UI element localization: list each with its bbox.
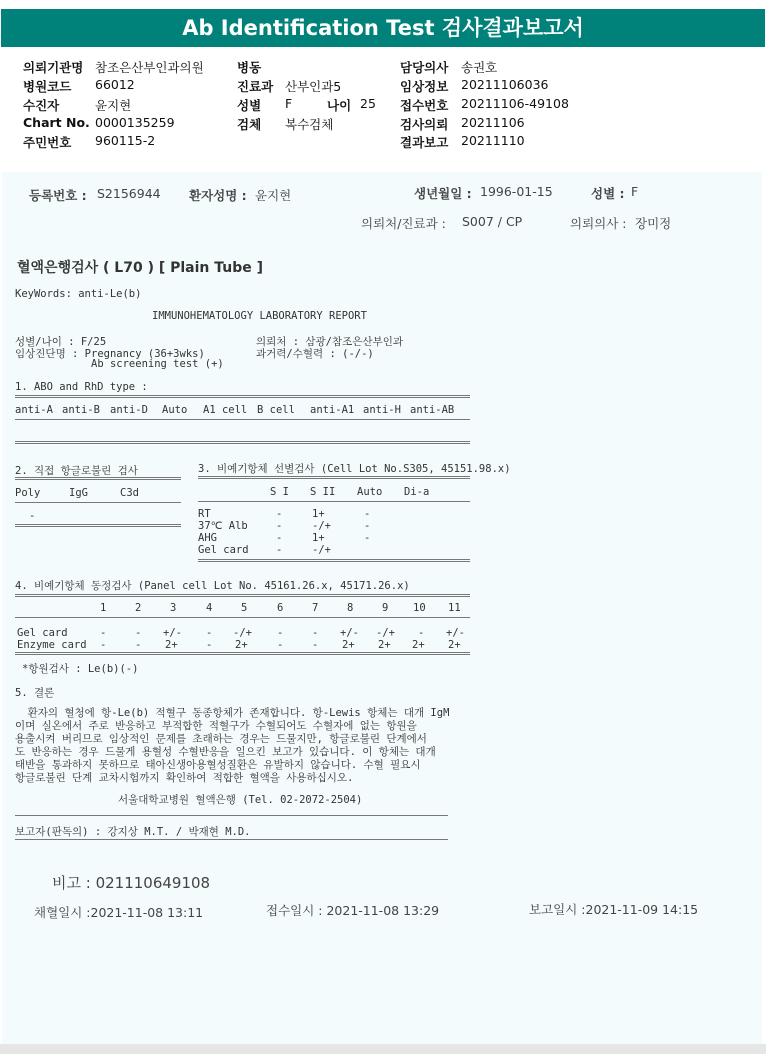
age-label: 나이 (327, 98, 352, 113)
panel-cell: 2+ (342, 639, 355, 651)
panel-cell: 2+ (448, 639, 461, 651)
screen-s1: - (276, 544, 283, 556)
doctor-value: 송권호 (461, 60, 498, 75)
reg-label: 등록번호 : (29, 188, 87, 203)
referral: 의뢰처 : 삼광/참조은산부인과 (256, 336, 404, 348)
request-label: 검사의뢰 (400, 117, 449, 132)
received-time: 접수일시 : 2021-11-08 13:29 (266, 903, 440, 918)
panel-cell: +/- (340, 627, 359, 639)
ward-label: 병동 (237, 60, 262, 75)
panel-cell: - (312, 627, 319, 639)
resident-no-label: 주민번호 (23, 135, 72, 150)
divider (15, 594, 470, 597)
panel-header: 6 (277, 602, 284, 614)
panel-cell: +/- (163, 627, 182, 639)
reg-value: S2156944 (97, 186, 161, 201)
department-label: 진료과 (237, 79, 274, 94)
name-label: 환자성명 : (189, 188, 247, 203)
report-title: Ab Identification Test 검사결과보고서 (1, 9, 765, 47)
divider (15, 815, 448, 816)
institution-value: 참조은산부인과의원 (95, 60, 204, 75)
report-header (0, 0, 766, 58)
divider (15, 617, 470, 618)
dat-header: C3d (120, 487, 139, 499)
reporter: 보고자(판독의) : 강지상 M.T. / 박재현 M.D. (15, 826, 251, 838)
conclusion-line: 환자의 혈청에 항-Le(b) 적혈구 동종항체가 존재합니다. 항-Lewis 항체는 대개 IgM (15, 707, 450, 719)
panel-cell: 2+ (378, 639, 391, 651)
remark: 비고 : 021110649108 (52, 874, 211, 892)
screen-phase: AHG (198, 532, 217, 544)
abo-header: anti-A (15, 404, 53, 416)
divider (15, 441, 470, 444)
clinical-dx2: Ab screening test (+) (91, 358, 224, 370)
bottom-bar (0, 1044, 766, 1054)
panel-cell: - (418, 627, 425, 639)
panel-cell: -/+ (233, 627, 252, 639)
report-date-label: 결과보고 (400, 135, 449, 150)
panel-cell: 2+ (235, 639, 248, 651)
hospital-contact: 서울대학교병원 혈액은행 (Tel. 02-2072-2504) (118, 794, 363, 806)
divider (198, 501, 470, 502)
panel-cell: - (277, 639, 284, 651)
panel-cell: -/+ (376, 627, 395, 639)
screen-phase: RT (198, 508, 211, 520)
reported-time: 보고일시 :2021-11-09 14:15 (529, 902, 699, 917)
abo-header: anti-AB (410, 404, 455, 416)
screen-s1: - (276, 508, 283, 520)
sec2-title: 2. 직접 항글로불린 검사 (15, 465, 138, 477)
conclusion-line: 태반을 통과하지 못하므로 태아신생아용혈성질환은 유발하지 않습니다. 수혈 필요시 (15, 759, 421, 771)
panel-cell: - (100, 639, 107, 651)
sex-value: F (285, 96, 293, 111)
screen-header: Di-a (404, 486, 430, 498)
report-heading: IMMUNOHEMATOLOGY LABORATORY REPORT (152, 310, 367, 322)
specimen-value: 복수검체 (285, 117, 334, 132)
sec1-title: 1. ABO and RhD type : (15, 381, 148, 393)
divider (15, 652, 470, 655)
sec4-title: 4. 비예기항체 동정검사 (Panel cell Lot No. 45161.26.x, 45171.26.x) (15, 580, 410, 592)
department-value: 산부인과5 (285, 79, 342, 94)
panel-header: 4 (206, 602, 213, 614)
name-value: 윤지현 (255, 188, 292, 203)
abo-header: anti-H (363, 404, 401, 416)
sec5-title: 5. 결론 (15, 687, 55, 699)
screen-phase: Gel card (198, 544, 249, 556)
panel-cell: - (277, 627, 284, 639)
ref-label: 의뢰처/진료과 : (361, 216, 446, 231)
abo-header: anti-B (62, 404, 100, 416)
divider (198, 559, 470, 562)
divider (15, 395, 470, 398)
panel-cell: - (135, 639, 142, 651)
screen-header: Auto (357, 486, 383, 498)
panel-header: 10 (413, 602, 426, 614)
dat-header: Poly (15, 487, 41, 499)
abo-header: Auto (162, 404, 188, 416)
panel-header: 5 (241, 602, 248, 614)
panel-cell: +/- (446, 627, 465, 639)
screen-phase: 37℃ Alb (198, 520, 248, 532)
panel-row-label: Gel card (17, 627, 68, 639)
panel-header: 7 (312, 602, 319, 614)
divider (15, 839, 448, 840)
panel-header: 2 (135, 602, 142, 614)
antigen-test: *항원검사 : Le(b)(-) (22, 663, 139, 675)
panel-header: 1 (100, 602, 107, 614)
divider (198, 476, 470, 479)
panel-header: 3 (170, 602, 177, 614)
screen-auto: - (364, 532, 371, 544)
request-value: 20211106 (461, 115, 525, 130)
dat-header: IgG (69, 487, 88, 499)
screen-auto: - (364, 508, 371, 520)
panel-cell: - (206, 639, 213, 651)
ref-doctor-label: 의뢰의사 : (570, 216, 627, 231)
panel-cell: 2+ (412, 639, 425, 651)
birth-label: 생년월일 : (414, 186, 472, 201)
divider (15, 419, 470, 420)
age-value: 25 (360, 96, 376, 111)
screen-header: S I (270, 486, 289, 498)
doctor-label: 담당의사 (400, 60, 449, 75)
chart-no-value: 0000135259 (95, 115, 175, 130)
screen-s2: 1+ (312, 508, 325, 520)
ref-value: S007 / CP (462, 214, 523, 229)
resident-no-value: 960115-2 (95, 133, 156, 148)
panel-cell: - (206, 627, 213, 639)
chart-no-label: Chart No. (23, 115, 90, 130)
institution-label: 의뢰기관명 (23, 60, 84, 75)
divider (15, 502, 181, 503)
receipt-no-value: 20211106-49108 (461, 96, 569, 111)
conclusion-line: 이며 실온에서 주로 반응하고 부적합한 적혈구가 수혈되어도 수혈자에 없는 항원을 (15, 720, 417, 732)
patient-label: 수진자 (23, 98, 60, 113)
panel-cell: - (100, 627, 107, 639)
panel-row-label: Enzyme card (17, 639, 87, 651)
clinical-dx: 임상진단명 : Pregnancy (36+3wks) (15, 348, 205, 360)
keywords: KeyWords: anti-Le(b) (15, 288, 142, 300)
screen-header: S II (310, 486, 336, 498)
sex-age: 성별/나이 : F/25 (15, 336, 107, 348)
abo-header: A1 cell (203, 404, 248, 416)
abo-header: B cell (257, 404, 295, 416)
patient-value: 윤지현 (95, 98, 132, 113)
screen-s2: -/+ (312, 544, 331, 556)
specimen-label: 검체 (237, 117, 262, 132)
report-date-value: 20211110 (461, 133, 525, 148)
panel-header: 11 (448, 602, 461, 614)
screen-s2: -/+ (312, 520, 331, 532)
conclusion-line: 용출시켜 버리므로 임상적인 문제를 초래하는 경우는 드물지만, 항글로불린 단계에서 (15, 733, 427, 745)
abo-header: anti-A1 (310, 404, 355, 416)
panel-header: 8 (347, 602, 354, 614)
divider (15, 524, 181, 527)
panel-cell: 2+ (165, 639, 178, 651)
sec3-title: 3. 비예기항체 선별검사 (Cell Lot No.S305, 45151.98.x) (198, 463, 511, 475)
exam-title: 혈액은행검사 ( L70 ) [ Plain Tube ] (17, 260, 264, 276)
birth-value: 1996-01-15 (480, 184, 553, 199)
conclusion-line: 도 반응하는 경우 드물게 용혈성 수혈반응을 일으킨 보고가 있습니다. 이 항체는 대개 (15, 746, 436, 758)
abo-header: anti-D (110, 404, 148, 416)
history: 과거력/수혈력 : (-/-) (256, 348, 374, 360)
screen-s1: - (276, 532, 283, 544)
screen-auto: - (364, 520, 371, 532)
conclusion-line: 항글로불린 단계 교차시험까지 확인하여 적합한 혈액을 사용하십시오. (15, 772, 354, 784)
hospital-code-value: 66012 (95, 77, 135, 92)
collected-time: 채혈일시 :2021-11-08 13:11 (34, 905, 204, 920)
dat-value-poly: - (29, 510, 36, 522)
panel-cell: - (135, 627, 142, 639)
sex2-label: 성별 : (591, 186, 625, 201)
hospital-code-label: 병원코드 (23, 79, 72, 94)
panel-header: 9 (382, 602, 389, 614)
screen-s1: - (276, 520, 283, 532)
receipt-no-label: 접수번호 (400, 98, 449, 113)
screen-s2: 1+ (312, 532, 325, 544)
sex-label: 성별 (237, 98, 262, 113)
divider (15, 477, 181, 480)
sex2-value: F (631, 184, 639, 199)
clinical-info-label: 임상정보 (400, 79, 449, 94)
panel-cell: - (312, 639, 319, 651)
ref-doctor-value: 장미정 (635, 216, 672, 231)
clinical-info-value: 20211106036 (461, 77, 549, 92)
